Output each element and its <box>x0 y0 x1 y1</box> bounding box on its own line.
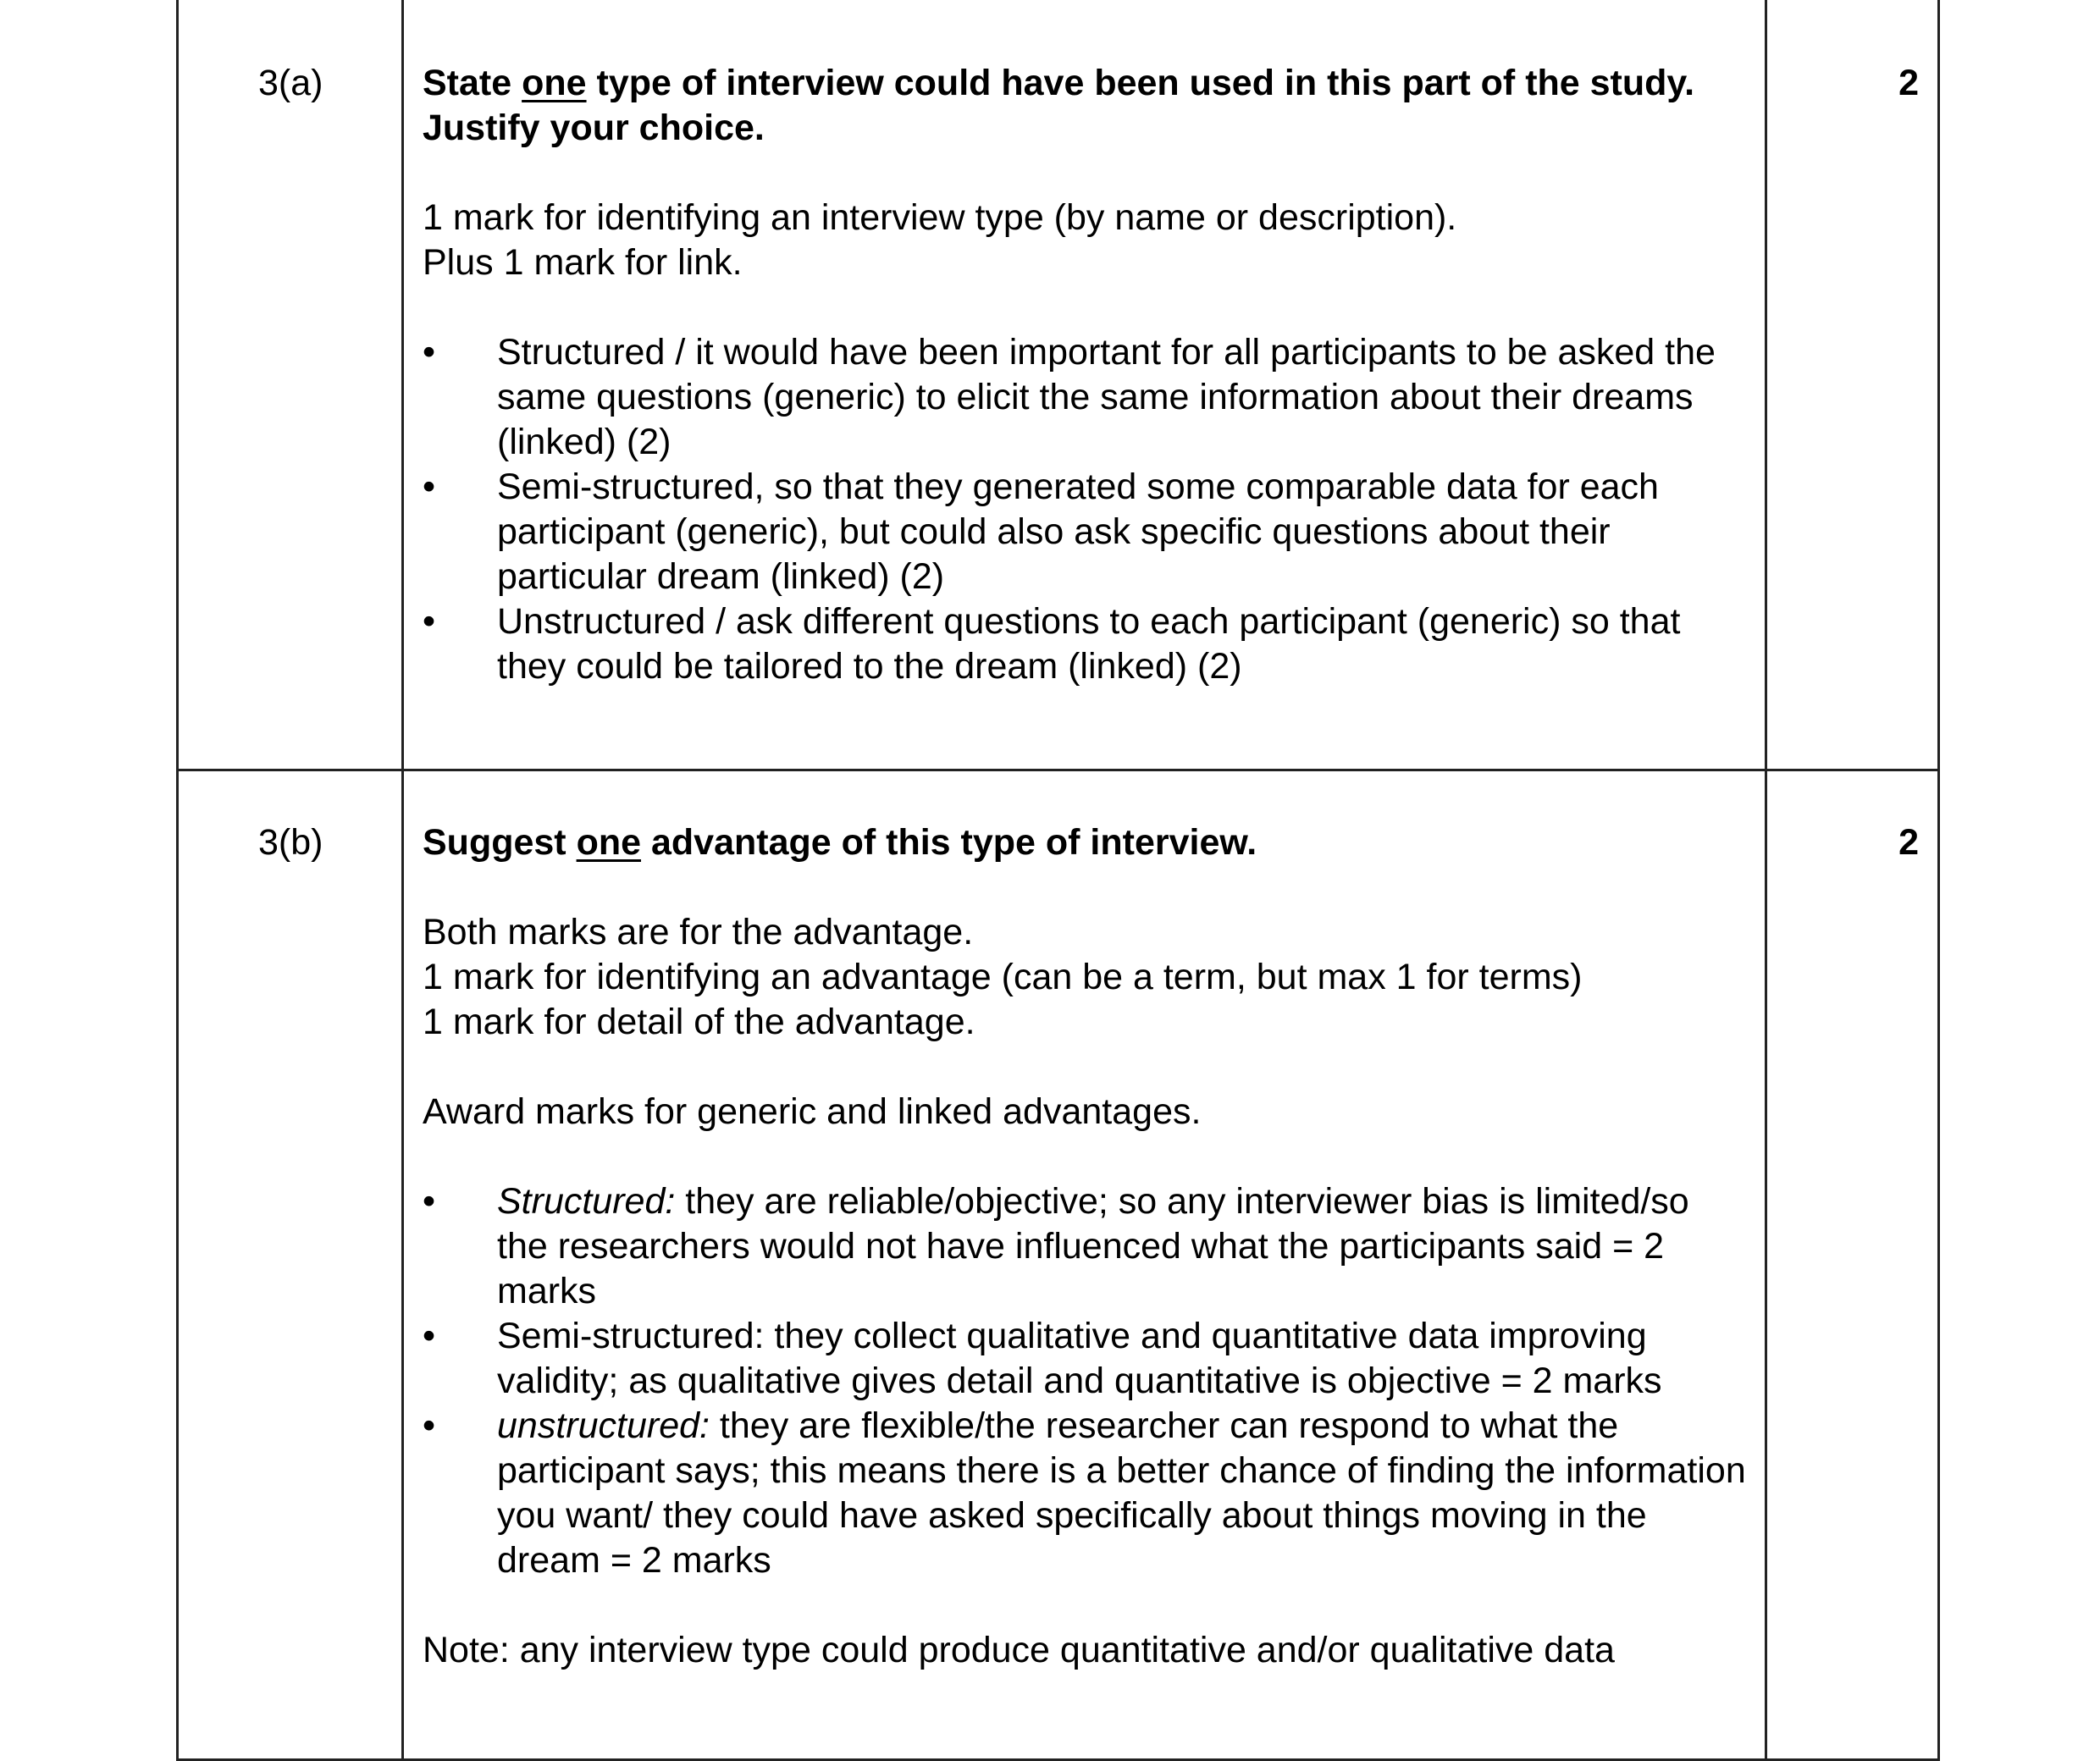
guidance-line: Plus 1 mark for link. <box>423 242 743 283</box>
guidance-line: 1 mark for detail of the advantage. <box>423 1002 975 1042</box>
marks-value: 2 <box>1766 770 1939 1760</box>
award-note: Award marks for generic and linked advantages. <box>423 1091 1202 1132</box>
list-item: • Unstructured / ask different questions to each participant (generic) so that they could be tailored to the dream (linked) (2) <box>423 599 1749 689</box>
guidance-line: 1 mark for identifying an interview type (by name or description). <box>423 197 1457 238</box>
underlined-word: one <box>576 822 642 863</box>
guidance-line: 1 mark for identifying an advantage (can be a term, but max 1 for terms) <box>423 957 1583 997</box>
mark-scheme-table <box>176 0 1940 1761</box>
answer-cell <box>403 0 1766 770</box>
question-number: 3(a) <box>178 0 403 770</box>
question-text: Suggest one advantage of this type of interview. <box>423 822 1257 863</box>
list-item: • Semi-structured, so that they generated some comparable data for each participant (generic), but could also ask specific questions about their particular dream (linked) (2) <box>423 465 1749 599</box>
question-text: State one type of interview could have been used in this part of the study. Justify your choice. <box>423 63 1695 148</box>
answer-cell <box>403 770 1766 1760</box>
marks-value: 2 <box>1766 0 1939 770</box>
note-text: Note: any interview type could produce quantitative and/or qualitative data <box>423 1630 1615 1670</box>
list-item: • unstructured: they are flexible/the researcher can respond to what the participant says; this means there is a better chance of finding the information you want/ they could have asked specifically about things moving in the dream = 2 marks <box>423 1404 1749 1583</box>
question-number: 3(b) <box>178 770 403 1760</box>
list-item: • Semi-structured: they collect qualitative and quantitative data improving validity; as qualitative gives detail and quantitative is objective = 2 marks <box>423 1314 1749 1404</box>
list-item: • Structured: they are reliable/objective; so any interviewer bias is limited/so the researchers would not have influenced what the participants said = 2 marks <box>423 1179 1749 1314</box>
answer-bullet-list <box>423 330 1749 689</box>
table-row-3a <box>178 0 1939 770</box>
list-item: • Structured / it would have been important for all participants to be asked the same questions (generic) to elicit the same information about their dreams (linked) (2) <box>423 330 1749 465</box>
guidance-line: Both marks are for the advantage. <box>423 912 974 952</box>
table-row-3b <box>178 770 1939 1760</box>
underlined-word: one <box>522 63 587 103</box>
answer-bullet-list <box>423 1179 1749 1583</box>
